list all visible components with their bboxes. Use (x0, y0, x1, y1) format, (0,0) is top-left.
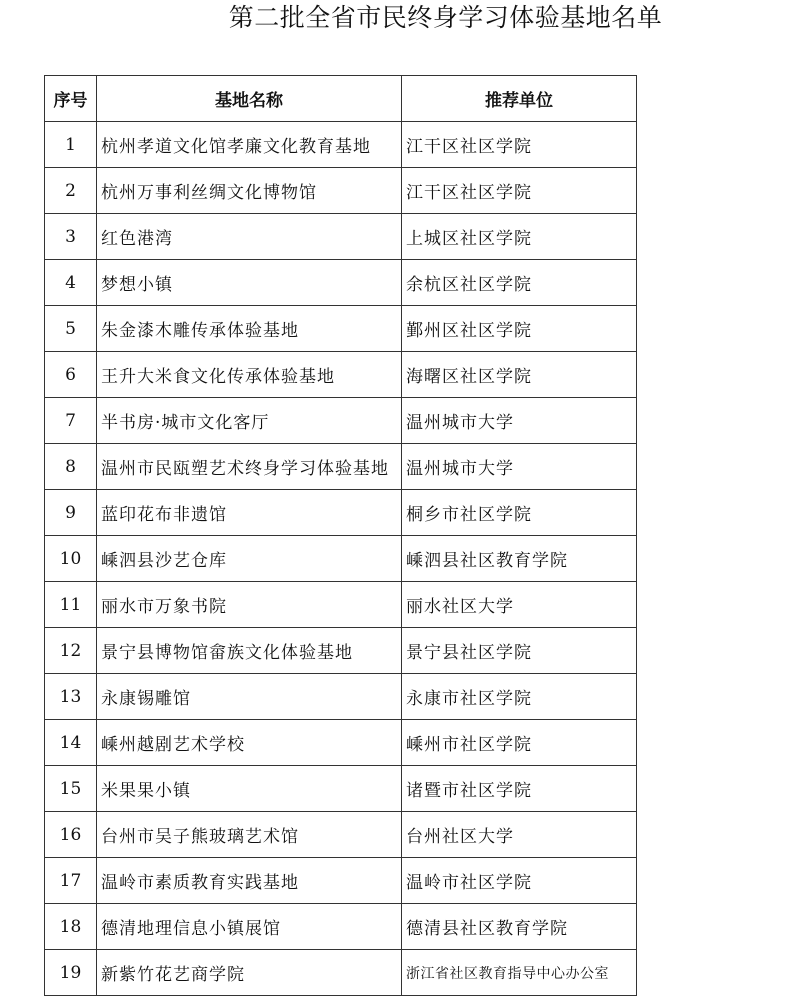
row-num: 4 (45, 260, 97, 306)
row-num: 6 (45, 352, 97, 398)
table-row (45, 352, 637, 398)
row-num: 9 (45, 490, 97, 536)
row-name: 景宁县博物馆畲族文化体验基地 (97, 628, 402, 674)
table-row (45, 904, 637, 950)
table-row (45, 444, 637, 490)
row-num: 19 (45, 950, 97, 996)
row-unit: 德清县社区教育学院 (402, 904, 637, 950)
table-row (45, 766, 637, 812)
table-row (45, 628, 637, 674)
row-unit: 温州城市大学 (402, 398, 637, 444)
row-num: 15 (45, 766, 97, 812)
row-unit: 上城区社区学院 (402, 214, 637, 260)
row-name: 温岭市素质教育实践基地 (97, 858, 402, 904)
row-unit: 永康市社区学院 (402, 674, 637, 720)
row-name: 朱金漆木雕传承体验基地 (97, 306, 402, 352)
row-unit: 景宁县社区学院 (402, 628, 637, 674)
row-num: 2 (45, 168, 97, 214)
row-num: 13 (45, 674, 97, 720)
table-row (45, 122, 637, 168)
row-num: 1 (45, 122, 97, 168)
row-unit: 海曙区社区学院 (402, 352, 637, 398)
row-name: 半书房·城市文化客厅 (97, 398, 402, 444)
row-num: 11 (45, 582, 97, 628)
row-name: 丽水市万象书院 (97, 582, 402, 628)
row-unit: 江干区社区学院 (402, 168, 637, 214)
row-name: 嵊泗县沙艺仓库 (97, 536, 402, 582)
table-header-row (45, 76, 637, 122)
row-unit: 温岭市社区学院 (402, 858, 637, 904)
table-row (45, 536, 637, 582)
table-row (45, 582, 637, 628)
table-row (45, 858, 637, 904)
row-unit: 丽水社区大学 (402, 582, 637, 628)
row-unit: 嵊泗县社区教育学院 (402, 536, 637, 582)
table-row (45, 168, 637, 214)
table-row (45, 812, 637, 858)
row-num: 14 (45, 720, 97, 766)
row-unit: 桐乡市社区学院 (402, 490, 637, 536)
row-name: 台州市吴子熊玻璃艺术馆 (97, 812, 402, 858)
header-num: 序号 (45, 76, 97, 122)
row-unit: 温州城市大学 (402, 444, 637, 490)
row-unit: 江干区社区学院 (402, 122, 637, 168)
table-row (45, 260, 637, 306)
row-num: 10 (45, 536, 97, 582)
table-row (45, 720, 637, 766)
row-name: 温州市民瓯塑艺术终身学习体验基地 (97, 444, 402, 490)
row-num: 5 (45, 306, 97, 352)
row-num: 3 (45, 214, 97, 260)
row-name: 梦想小镇 (97, 260, 402, 306)
row-unit: 诸暨市社区学院 (402, 766, 637, 812)
row-unit: 嵊州市社区学院 (402, 720, 637, 766)
row-unit: 台州社区大学 (402, 812, 637, 858)
row-num: 16 (45, 812, 97, 858)
row-name: 杭州孝道文化馆孝廉文化教育基地 (97, 122, 402, 168)
row-unit: 鄞州区社区学院 (402, 306, 637, 352)
row-name: 米果果小镇 (97, 766, 402, 812)
row-name: 永康锡雕馆 (97, 674, 402, 720)
table-row (45, 950, 637, 996)
row-unit: 浙江省社区教育指导中心办公室 (402, 950, 637, 996)
table-row (45, 674, 637, 720)
base-list-table (44, 75, 637, 996)
row-name: 王升大米食文化传承体验基地 (97, 352, 402, 398)
table-row (45, 490, 637, 536)
row-name: 杭州万事利丝绸文化博物馆 (97, 168, 402, 214)
row-num: 17 (45, 858, 97, 904)
row-num: 12 (45, 628, 97, 674)
row-num: 8 (45, 444, 97, 490)
row-name: 嵊州越剧艺术学校 (97, 720, 402, 766)
table-row (45, 306, 637, 352)
row-name: 德清地理信息小镇展馆 (97, 904, 402, 950)
table-row (45, 398, 637, 444)
row-num: 18 (45, 904, 97, 950)
table-row (45, 214, 637, 260)
row-name: 新紫竹花艺商学院 (97, 950, 402, 996)
header-unit: 推荐单位 (402, 76, 637, 122)
header-name: 基地名称 (97, 76, 402, 122)
row-name: 红色港湾 (97, 214, 402, 260)
document-title: 第二批全省市民终身学习体验基地名单 (228, 3, 663, 32)
row-name: 蓝印花布非遗馆 (97, 490, 402, 536)
row-num: 7 (45, 398, 97, 444)
row-unit: 余杭区社区学院 (402, 260, 637, 306)
